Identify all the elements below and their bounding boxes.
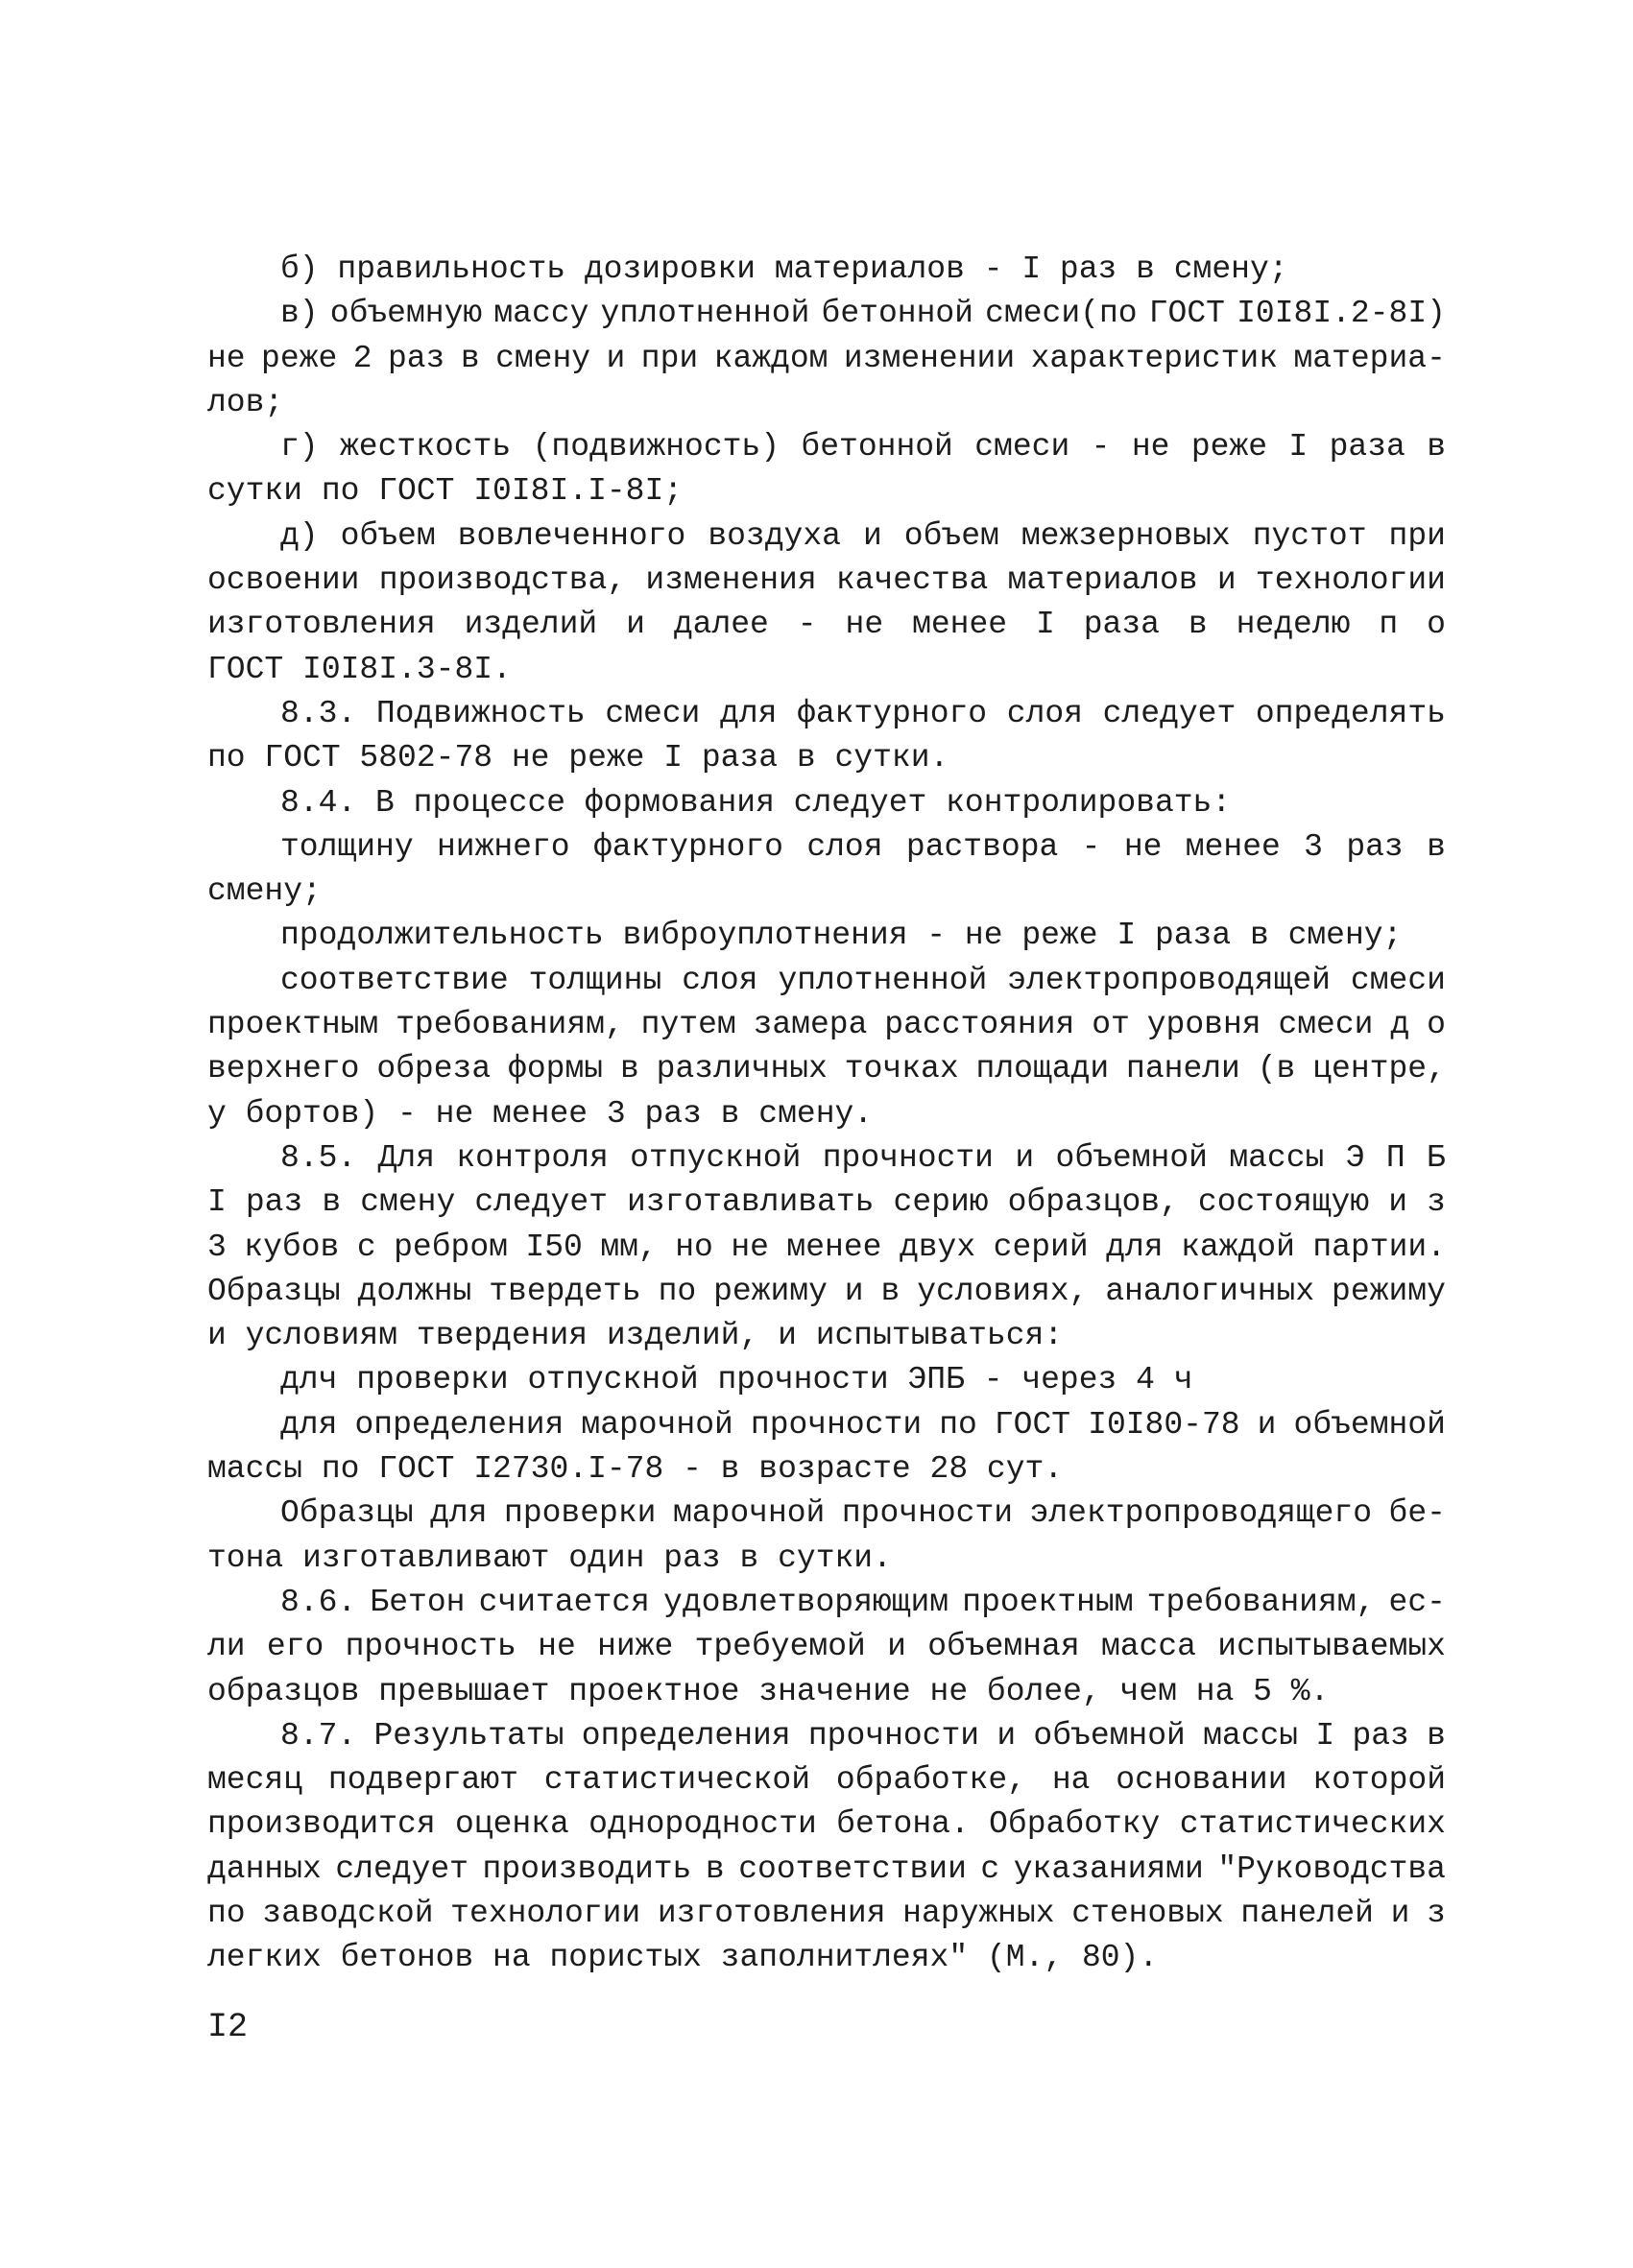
- text-word: слоя: [806, 828, 883, 865]
- text-word: путем: [640, 1007, 736, 1043]
- text-word: толщину: [280, 828, 414, 865]
- text-word: толщины: [528, 962, 662, 998]
- text-word: формы: [508, 1051, 604, 1087]
- text-word: характеристик: [1030, 340, 1279, 376]
- text-word: реже: [261, 340, 338, 376]
- text-word: воздуха: [708, 517, 841, 554]
- text-word: панелей: [1240, 1895, 1374, 1931]
- text-word: раз: [245, 1184, 303, 1221]
- text-word: требованиям,: [1146, 1584, 1376, 1620]
- text-line: [207, 559, 1446, 603]
- text-word: прочности: [750, 1406, 923, 1443]
- text-word: 2: [352, 340, 372, 376]
- text-word: удовлетворяющим: [663, 1584, 949, 1620]
- text-word: д): [280, 517, 319, 554]
- text-word: Э: [1345, 1139, 1365, 1176]
- text-word: электропроводящего: [1029, 1495, 1373, 1532]
- text-word: далее: [673, 607, 769, 643]
- text-word: менее: [912, 607, 1008, 643]
- text-line: у бортов) - не менее 3 раз в смену.: [207, 1095, 874, 1132]
- text-word: в: [1427, 1717, 1446, 1754]
- text-word: двух: [899, 1229, 976, 1265]
- text-word: уплотненной: [600, 296, 810, 332]
- text-word: массы: [1229, 1139, 1325, 1176]
- text-line: [207, 1581, 1446, 1625]
- text-word: жесткость: [339, 429, 512, 466]
- text-word: в: [322, 1184, 342, 1221]
- text-word: в: [460, 340, 480, 376]
- text-word: реже: [1190, 429, 1268, 466]
- text-word: для: [430, 1495, 488, 1532]
- text-word: определения: [354, 1406, 564, 1443]
- text-word: режиму: [713, 1273, 828, 1309]
- text-word: (подвижность): [532, 429, 780, 466]
- text-word: панели: [1126, 1051, 1240, 1087]
- text-word: месяц: [207, 1762, 303, 1799]
- text-line: [207, 825, 1446, 870]
- text-word: изменения: [645, 562, 817, 599]
- text-word: ес-: [1388, 1584, 1446, 1620]
- text-word: для: [1106, 1229, 1164, 1265]
- text-line: [207, 292, 1446, 336]
- text-line: ГОСТ I0I8I.3-8I.: [207, 651, 512, 687]
- text-word: бе-: [1388, 1495, 1446, 1532]
- page-number: I2: [207, 2008, 249, 2046]
- text-word: и: [844, 1273, 864, 1309]
- text-word: I0I80-78: [1088, 1406, 1240, 1443]
- text-word: в: [619, 1051, 639, 1087]
- text-word: Образцы: [207, 1273, 341, 1309]
- text-word: по: [207, 1895, 246, 1931]
- text-word: I: [1315, 1717, 1335, 1754]
- text-word: образцов,: [1007, 1184, 1179, 1221]
- text-word: в: [880, 1273, 901, 1309]
- text-word: и: [1015, 1139, 1035, 1176]
- text-word: и: [862, 517, 882, 554]
- text-word: I: [1036, 607, 1055, 643]
- text-word: в: [1427, 429, 1446, 466]
- text-word: объем: [340, 517, 436, 554]
- text-word: раза: [1083, 607, 1160, 643]
- text-word: -: [1091, 429, 1111, 466]
- text-word: материа-: [1293, 340, 1446, 376]
- text-word: Б: [1427, 1139, 1446, 1176]
- text-word: смеси: [1278, 1007, 1374, 1043]
- text-word: масса: [1100, 1629, 1196, 1665]
- text-word: з: [1427, 1895, 1446, 1931]
- text-word: массы: [1203, 1717, 1299, 1754]
- text-word: основании: [1116, 1762, 1287, 1799]
- text-line: [207, 1403, 1446, 1447]
- text-word: каждом: [713, 340, 829, 376]
- text-word: -: [1081, 828, 1101, 865]
- text-word: в: [1427, 828, 1446, 865]
- text-word: обреза: [376, 1051, 492, 1087]
- text-word: марочной: [581, 1406, 733, 1443]
- text-word: электропроводящей: [1007, 962, 1331, 998]
- text-word: твердеть: [489, 1273, 641, 1309]
- text-word: при: [640, 340, 699, 376]
- text-word: следует: [474, 1184, 608, 1221]
- text-line: [207, 1492, 1446, 1536]
- text-word: с: [980, 1850, 1000, 1887]
- text-word: замера: [753, 1007, 868, 1043]
- text-word: и: [1216, 562, 1237, 599]
- text-word: требуемой: [694, 1629, 866, 1665]
- text-word: кубов: [244, 1229, 340, 1265]
- text-word: центре,: [1312, 1051, 1446, 1087]
- text-word: стеновых: [1071, 1895, 1224, 1931]
- text-word: д: [1390, 1007, 1410, 1043]
- text-word: режиму: [1332, 1273, 1446, 1309]
- text-word: (в: [1257, 1051, 1296, 1087]
- text-word: прочности: [807, 1717, 980, 1754]
- text-line: [207, 1848, 1446, 1892]
- text-word: о: [1427, 1007, 1446, 1043]
- text-word: 8.3.: [280, 695, 357, 731]
- text-word: п: [1379, 607, 1399, 643]
- text-word: Образцы: [280, 1495, 414, 1532]
- text-word: каждой: [1181, 1229, 1295, 1265]
- text-word: фактурного: [592, 828, 783, 865]
- text-word: нижнего: [436, 828, 570, 865]
- text-word: массу: [493, 296, 589, 332]
- text-word: I: [1288, 429, 1309, 466]
- text-word: объем: [903, 517, 999, 554]
- text-word: которой: [1312, 1762, 1446, 1799]
- text-word: площади: [975, 1051, 1110, 1087]
- text-word: Обработку: [989, 1806, 1161, 1843]
- text-word: ли: [207, 1629, 246, 1665]
- text-word: указаниями: [1013, 1850, 1204, 1887]
- text-word: производства,: [378, 562, 627, 599]
- text-word: по: [658, 1273, 697, 1309]
- text-word: объемной: [1293, 1406, 1446, 1443]
- text-line: тона изготавливают один раз в сутки.: [207, 1540, 892, 1576]
- text-word: 8.5.: [280, 1139, 357, 1176]
- text-word: и: [626, 607, 645, 643]
- text-word: следует: [1102, 695, 1237, 731]
- text-word: изготавливать: [627, 1184, 875, 1221]
- text-word: определять: [1255, 695, 1446, 731]
- text-line: [207, 1714, 1446, 1758]
- text-line: 8.4. В процессе формования следует контролировать:: [280, 784, 1232, 821]
- text-line: [207, 1047, 1446, 1091]
- text-line: легких бетонов на пористых заполнитлеях" (М., 80).: [207, 1940, 1159, 1976]
- text-word: бетонной: [801, 429, 953, 466]
- text-word: менее: [1185, 828, 1281, 865]
- text-word: объемной: [1055, 1139, 1208, 1176]
- text-line: [207, 692, 1446, 736]
- text-word: марочной: [672, 1495, 826, 1532]
- text-word: объемная: [927, 1629, 1080, 1665]
- text-word: заводской: [262, 1895, 434, 1931]
- text-word: аналогичных: [1105, 1273, 1315, 1309]
- text-word: статистической: [543, 1762, 811, 1799]
- text-word: соответствие: [280, 962, 509, 998]
- text-word: изменении: [843, 340, 1016, 376]
- text-word: проектным: [962, 1584, 1134, 1620]
- text-word: данных: [207, 1850, 322, 1887]
- text-word: слоя: [1006, 695, 1083, 731]
- text-word: 8.6.: [280, 1584, 357, 1620]
- text-word: серий: [993, 1229, 1089, 1265]
- text-word: Бетон: [370, 1584, 466, 1620]
- text-word: объемную: [329, 296, 483, 332]
- text-word: однородности: [588, 1806, 817, 1843]
- text-word: 3: [1304, 828, 1323, 865]
- text-word: технологии: [450, 1895, 641, 1931]
- text-word: в: [705, 1850, 725, 1887]
- text-word: считается: [478, 1584, 650, 1620]
- text-word: технологии: [1255, 562, 1446, 599]
- text-word: I0I8I.2-8I): [1237, 296, 1446, 332]
- text-word: статистических: [1179, 1806, 1446, 1843]
- text-word: контроля: [456, 1139, 609, 1176]
- text-word: оценка: [454, 1806, 569, 1843]
- text-word: для: [720, 695, 778, 731]
- text-word: о: [1427, 607, 1446, 643]
- text-line: по ГОСТ 5802-78 не реже I раза в сутки.: [207, 740, 949, 776]
- text-word: ребром: [394, 1229, 508, 1265]
- text-word: "Руководства: [1217, 1850, 1446, 1887]
- text-line: б) правильность дозировки материалов - I раз в смену;: [280, 251, 1288, 287]
- text-word: смеси: [974, 429, 1070, 466]
- text-word: раза: [1329, 429, 1405, 466]
- text-word: изделий: [464, 607, 598, 643]
- text-word: партии.: [1312, 1229, 1446, 1265]
- text-word: на: [1051, 1762, 1091, 1799]
- text-word: определения: [581, 1717, 791, 1754]
- text-word: соответствии: [738, 1850, 967, 1887]
- text-word: и: [606, 340, 626, 376]
- text-line: [207, 1758, 1446, 1802]
- text-line: [207, 1181, 1446, 1225]
- text-word: производить: [482, 1850, 692, 1887]
- text-word: по: [939, 1406, 977, 1443]
- text-word: неделю: [1236, 607, 1351, 643]
- text-word: не: [207, 340, 246, 376]
- text-word: в): [280, 296, 319, 332]
- text-word: следует: [335, 1850, 468, 1887]
- text-line: [207, 1892, 1446, 1936]
- text-word: и: [1388, 1184, 1408, 1221]
- text-word: раз: [387, 340, 445, 376]
- text-word: ГОСТ: [1148, 296, 1225, 332]
- text-word: менее: [786, 1229, 882, 1265]
- text-word: изготовления: [657, 1895, 886, 1931]
- text-word: -: [797, 607, 817, 643]
- text-word: но: [675, 1229, 713, 1265]
- text-word: г): [280, 429, 319, 466]
- text-word: смеси(по: [985, 296, 1138, 332]
- text-line: [207, 1003, 1446, 1047]
- text-word: проверки: [504, 1495, 657, 1532]
- text-word: 8.7.: [280, 1717, 357, 1754]
- text-word: верхнего: [207, 1051, 360, 1087]
- text-word: П: [1385, 1139, 1405, 1176]
- text-word: для: [280, 1406, 338, 1443]
- text-word: качества: [835, 562, 989, 599]
- text-word: Результаты: [373, 1717, 564, 1754]
- text-word: с: [356, 1229, 376, 1265]
- text-word: уплотненной: [778, 962, 988, 998]
- text-word: з: [1427, 1184, 1446, 1221]
- text-line: образцов превышает проектное значение не более, чем на 5 %.: [207, 1673, 1330, 1709]
- text-word: в: [1188, 607, 1208, 643]
- text-line: [207, 337, 1446, 381]
- text-word: различных: [656, 1051, 828, 1087]
- text-word: раствора: [905, 828, 1059, 865]
- text-word: ниже: [597, 1629, 674, 1665]
- text-word: отпускной: [630, 1139, 802, 1176]
- text-word: не: [1131, 429, 1170, 466]
- text-word: I50: [525, 1229, 583, 1265]
- text-word: Для: [377, 1139, 435, 1176]
- text-word: раз: [1346, 828, 1404, 865]
- text-line: [207, 1802, 1446, 1847]
- text-word: материалов: [1007, 562, 1198, 599]
- text-word: 3: [207, 1229, 227, 1265]
- text-word: требованиям,: [396, 1007, 624, 1043]
- text-word: Подвижность: [375, 695, 586, 731]
- text-word: производится: [207, 1806, 436, 1843]
- text-word: должны: [357, 1273, 472, 1309]
- text-word: прочность: [345, 1629, 516, 1665]
- text-word: при: [1388, 517, 1446, 554]
- text-word: смену: [360, 1184, 456, 1221]
- text-word: фактурного: [797, 695, 988, 731]
- text-word: объемной: [1033, 1717, 1186, 1754]
- text-line: [207, 1270, 1446, 1314]
- text-word: прочности: [841, 1495, 1014, 1532]
- text-word: от: [1092, 1007, 1130, 1043]
- text-word: мм,: [600, 1229, 658, 1265]
- text-word: не: [731, 1229, 769, 1265]
- text-word: проектным: [207, 1007, 379, 1043]
- text-line: [207, 1625, 1446, 1669]
- text-word: раз: [1352, 1717, 1409, 1754]
- text-word: обработке,: [835, 1762, 1026, 1799]
- text-word: межзерновых: [1021, 517, 1231, 554]
- text-word: смену: [495, 340, 591, 376]
- text-word: не: [538, 1629, 576, 1665]
- text-word: не: [1123, 828, 1163, 865]
- text-word: условиях,: [917, 1273, 1089, 1309]
- text-line: продолжительность виброуплотнения - не реже I раза в смену;: [280, 918, 1403, 954]
- text-word: смеси: [1350, 962, 1446, 998]
- text-word: расстояния: [884, 1007, 1075, 1043]
- text-word: ГОСТ: [994, 1406, 1071, 1443]
- text-line: [207, 1136, 1446, 1181]
- text-word: уровня: [1146, 1007, 1261, 1043]
- text-word: бетона.: [836, 1806, 970, 1843]
- text-word: подвергают: [327, 1762, 518, 1799]
- text-word: и: [887, 1629, 906, 1665]
- text-line: [207, 425, 1446, 469]
- text-word: наружных: [902, 1895, 1055, 1931]
- text-word: и: [997, 1717, 1017, 1754]
- text-line: [207, 959, 1446, 1003]
- text-word: изготовления: [207, 607, 436, 643]
- body-text: [207, 248, 1446, 1981]
- text-word: состоящую: [1197, 1184, 1370, 1221]
- text-word: и: [1390, 1895, 1410, 1931]
- text-word: не: [845, 607, 884, 643]
- text-line: [207, 1226, 1446, 1270]
- text-line: [207, 603, 1446, 647]
- text-line: лов;: [207, 384, 284, 420]
- text-word: испытываемых: [1217, 1629, 1446, 1665]
- text-line: длч проверки отпускной прочности ЭПБ - через 4 ч: [280, 1362, 1193, 1398]
- text-line: и условиям твердения изделий, и испытываться:: [207, 1318, 1064, 1354]
- text-line: сутки по ГОСТ I0I8I.I-8I;: [207, 473, 684, 510]
- text-word: вовлеченного: [457, 517, 686, 554]
- text-word: его: [266, 1629, 324, 1665]
- text-word: серию: [893, 1184, 989, 1221]
- text-word: пустот: [1252, 517, 1367, 554]
- text-word: освоении: [207, 562, 360, 599]
- text-line: массы по ГОСТ I2730.I-78 - в возрасте 28 сут.: [207, 1451, 1064, 1488]
- text-word: и: [1257, 1406, 1277, 1443]
- text-line: смену;: [207, 873, 322, 910]
- text-word: прочности: [822, 1139, 994, 1176]
- text-word: бетонной: [821, 296, 973, 332]
- text-word: смеси: [605, 695, 701, 731]
- text-line: [207, 514, 1446, 559]
- text-word: слоя: [682, 962, 758, 998]
- text-word: I: [207, 1184, 227, 1221]
- text-word: точках: [844, 1051, 959, 1087]
